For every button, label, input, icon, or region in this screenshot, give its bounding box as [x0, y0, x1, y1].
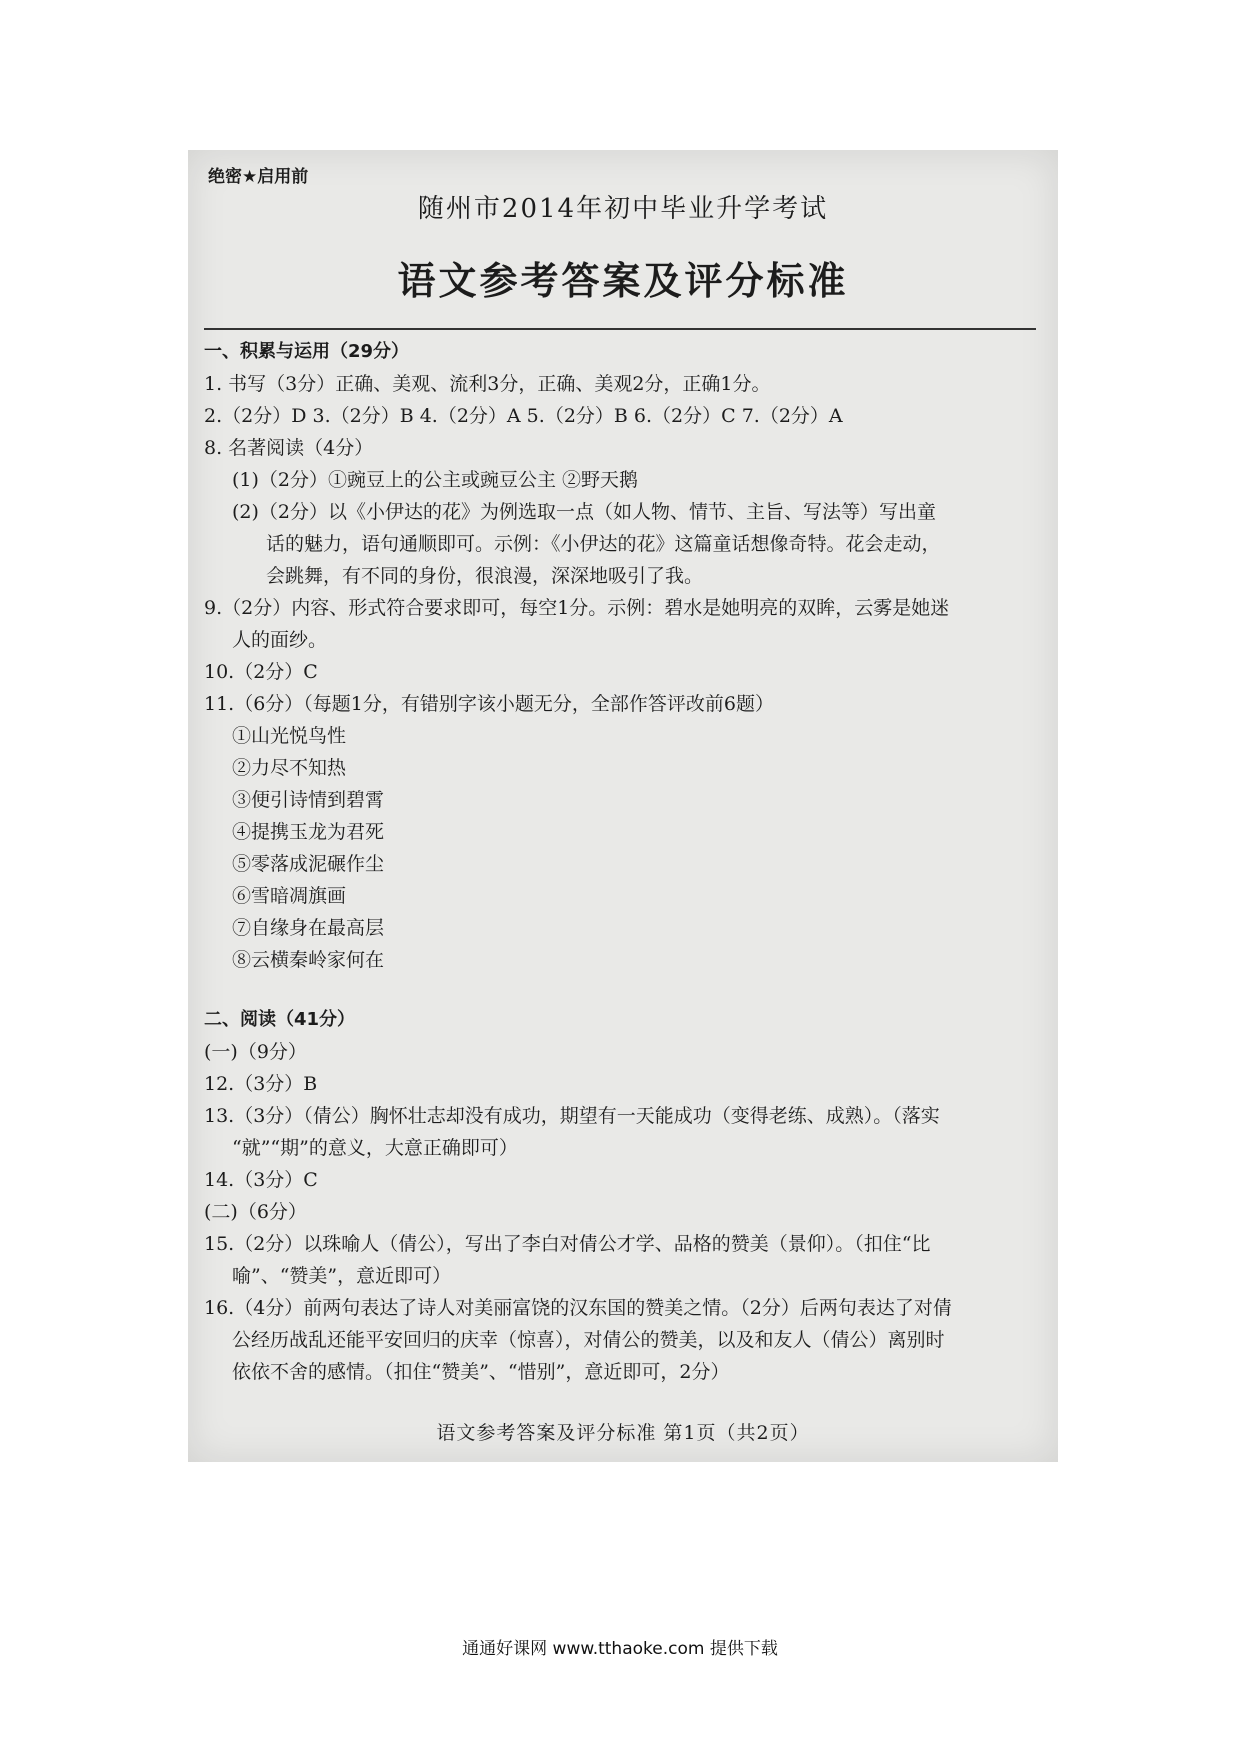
- answer-line: 11.（6分）（每题1分，有错别字该小题无分，全部作答评改前6题）: [204, 693, 774, 715]
- answer-line: 9.（2分）内容、形式符合要求即可，每空1分。示例：碧水是她明亮的双眸，云雾是她迷: [204, 597, 950, 619]
- answer-line: 15.（2分）以珠喻人（倩公），写出了李白对倩公才学、品格的赞美（景仰）。（扣住“比: [204, 1233, 931, 1255]
- answer-line: (一)（9分）: [204, 1041, 307, 1063]
- answer-line: ④提携玉龙为君死: [232, 821, 385, 843]
- answer-line: “就”“期”的意义，大意正确即可）: [232, 1137, 518, 1159]
- answer-line: 公经历战乱还能平安回归的庆幸（惊喜），对倩公的赞美，以及和友人（倩公）离别时: [232, 1329, 945, 1351]
- answer-line: ①山光悦鸟性: [232, 725, 347, 747]
- answer-line: 会跳舞，有不同的身份，很浪漫，深深地吸引了我。: [266, 565, 704, 587]
- answer-line: 13.（3分）（倩公）胸怀壮志却没有成功，期望有一天能成功（变得老练、成熟）。（落实: [204, 1105, 940, 1127]
- confidential-label: 绝密★启用前: [208, 167, 309, 187]
- exam-title: 随州市2014年初中毕业升学考试: [417, 194, 829, 224]
- answer-line: (2)（2分）以《小伊达的花》为例选取一点（如人物、情节、主旨、写法等）写出童: [232, 501, 937, 523]
- answer-line: 人的面纱。: [232, 629, 328, 651]
- answer-line: ③便引诗情到碧霄: [232, 789, 385, 811]
- answer-line: ⑦自缘身在最高层: [232, 917, 385, 939]
- page-footer: 语文参考答案及评分标准 第1页（共2页）: [436, 1422, 810, 1444]
- section-heading: 一、积累与运用（29分）: [204, 341, 410, 362]
- header-divider: [204, 328, 1036, 330]
- answer-line: 依依不舍的感情。（扣住“赞美”、“惜别”，意近即可，2分）: [232, 1361, 730, 1383]
- answer-line: 10.（2分）C: [204, 661, 318, 683]
- answer-line: 12.（3分）B: [204, 1073, 318, 1095]
- answer-line: [204, 976, 1038, 1004]
- answer-line: ②力尽不知热: [232, 757, 347, 779]
- answer-line: 话的魅力，语句通顺即可。示例：《小伊达的花》这篇童话想像奇特。花会走动，: [266, 533, 941, 555]
- answer-line: 8. 名著阅读（4分）: [204, 437, 374, 459]
- answer-line: ⑤零落成泥碾作尘: [232, 853, 385, 875]
- document-title: 语文参考答案及评分标准: [397, 259, 849, 303]
- answer-line: (1)（2分）①豌豆上的公主或豌豆公主 ②野天鹅: [232, 469, 639, 491]
- answer-body: [204, 336, 1038, 1388]
- answer-line: 2.（2分）D 3.（2分）B 4.（2分）A 5.（2分）B 6.（2分）C 7.（2分）A: [204, 405, 843, 427]
- answer-line: 16.（4分）前两句表达了诗人对美丽富饶的汉东国的赞美之情。（2分）后两句表达了对倩: [204, 1297, 952, 1319]
- scanned-page: [188, 150, 1058, 1462]
- answer-line: (二)（6分）: [204, 1201, 307, 1223]
- answer-line: ⑥雪暗凋旗画: [232, 885, 347, 907]
- answer-line: 喻”、“赞美”，意近即可）: [232, 1265, 452, 1287]
- download-note: 通通好课网 www.tthaoke.com 提供下载: [462, 1639, 778, 1659]
- answer-line: ⑧云横秦岭家何在: [232, 949, 385, 971]
- section-heading: 二、阅读（41分）: [204, 1009, 356, 1030]
- answer-line: 1. 书写（3分）正确、美观、流利3分，正确、美观2分，正确1分。: [204, 373, 771, 395]
- answer-line: 14.（3分）C: [204, 1169, 318, 1191]
